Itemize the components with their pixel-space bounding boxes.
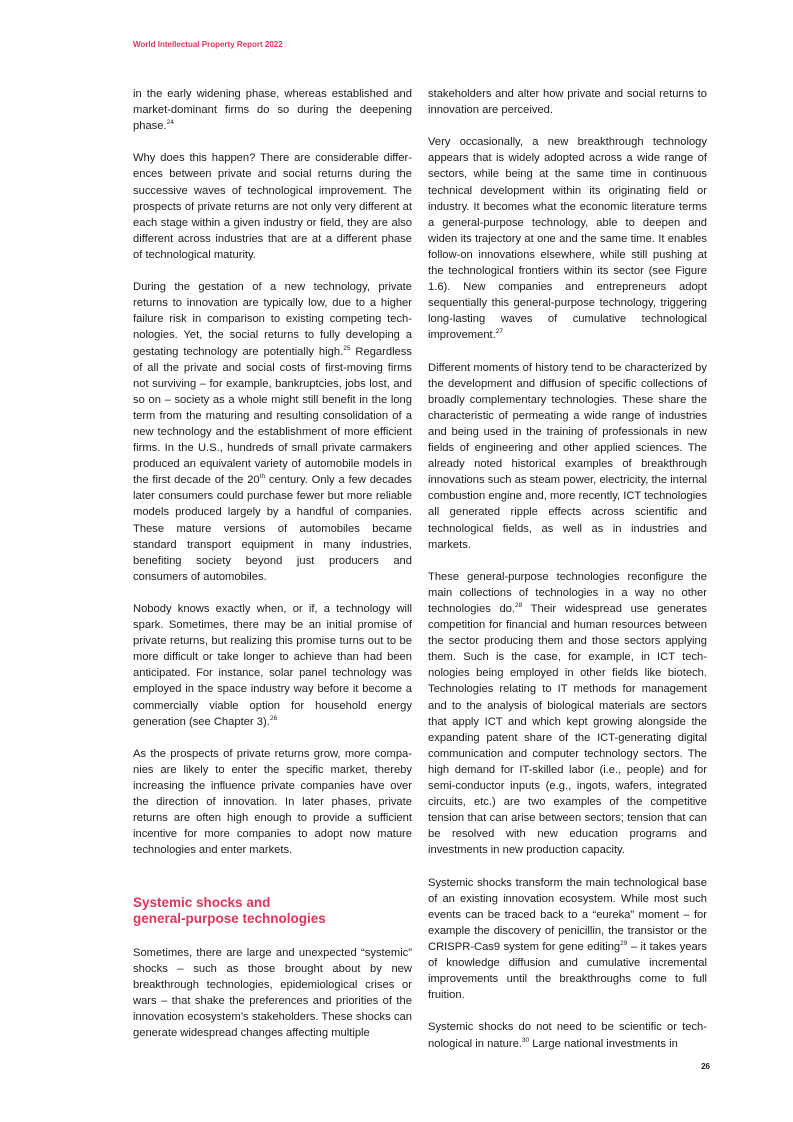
paragraph-text: Why does this happen? There are considerable differences between private and social returns during the successive waves of technological improvement. The prospects of private returns are not only very different at each stage within a given industry or field, they are also different across industries that are at a different phase of technological maturity.: [133, 152, 412, 261]
paragraph: [133, 150, 412, 263]
paragraph: [428, 875, 707, 1004]
paragraph-text: Very occasionally, a new breakthrough technology appears that is widely adopted across a wide range of sectors, while being at the same time in continuous technical development within its originating field or industry. It becomes what the economic literature terms a general-purpose technology, able to deepen and widen its trajectory at one and the same time. It enables follow-on innovations elsewhere, while still pushing at the technological frontiers within its sector (see Figure 1.6). New companies and entrepreneurs adopt sequentially this general-purpose technology, triggering long-lasting waves of cumulative technological improvement.: [428, 136, 707, 342]
footnote-ref[interactable]: 27: [495, 328, 504, 336]
paragraph: [133, 279, 412, 585]
paragraph: [133, 86, 412, 134]
right-column: [428, 86, 707, 1068]
footnote-ref[interactable]: 24: [166, 119, 174, 127]
paragraph-text: During the gestation of a new technology, private returns to innovation are typically low, due to a higher failure risk in comparison to existing competing technologies. Yet, the social returns to fully developing a gestating technology are potentially high.: [133, 281, 412, 358]
footnote-ref[interactable]: 30: [521, 1036, 530, 1044]
section-heading-line: Systemic shocks and: [133, 894, 271, 910]
paragraph: [428, 1019, 707, 1051]
paragraph: [428, 134, 707, 343]
footnote-ref[interactable]: 29: [620, 939, 628, 947]
paragraph-text: As the prospects of private returns grow, more companies are likely to enter the specific market, thereby increasing the influence private companies have over the direction of innovation. In later phases, private returns are often high enough to provide a sufficient incentive for more companies to adopt now mature technologies and enter markets.: [133, 747, 412, 857]
paragraph: [428, 569, 707, 859]
paragraph-text: These general-purpose technologies reconfigure the main collections of technologies in a way no other technologies do.: [428, 570, 707, 615]
ordinal-suffix: th: [259, 473, 266, 481]
paragraph-text: Systemic shocks transform the main technological base of an existing innovation ecosystem. While most such events can be traced back to a “eureka” moment – for example the discovery of penicillin, the transistor or the CRISPR-Cas9 system for gene editing: [428, 876, 707, 953]
paragraph-text: Their widespread use generates competition for financial and human resources between the sector producing them and those sectors applying them. Such is the case, for example, in ICT technologies being employed in other fields like biotech. Technologies relating to IT methods for management and to the analysis of biological materials are sectors that apply ICT and which kept growing alongside the expanding patent share of the ICT-generating digital communication and computer technology sectors. The high demand for IT-skilled labor (i.e., people) and for semi-conductor inputs (e.g., ingots, wafers, integrated circuits, etc.) are two examples of the competitive tension that can arise between sectors; tension that can be resolved with new education programs and investments in new production capacity.: [428, 603, 708, 857]
paragraph-text: Nobody knows exactly when, or if, a technology will spark. Sometimes, there may be an initial promise of private returns, but realizing this promise turns out to be more difficult or take longer to achieve than had been anticipated. For instance, solar panel technology was employed in the space industry way before it become a commercially viable option for household energy generation (see Chapter 3).: [133, 603, 412, 728]
paragraph-text: Systemic shocks do not need to be scientific or technological in nature.: [428, 1021, 707, 1050]
paragraph-text: Large national investments in: [529, 1037, 678, 1050]
paragraph: [133, 945, 412, 1042]
running-header-title: World Intellectual Property Report 2022: [133, 40, 283, 49]
paragraph-text: – it takes years of knowledge diffusion and cumulative incremental improvements until the breakthroughs come to full fruition.: [428, 940, 707, 1002]
footnote-ref[interactable]: 28: [515, 602, 523, 609]
paragraph-text: Regardless of all the private and social costs of first-moving firms not surviving – for example, bankruptcies, jobs lost, and so on – society as a whole might still benefit in the long term from the maturing and resulting consolidation of a new technology and the establishment of more efficient firms. In the U.S., hundreds of small private carmakers produced an equivalent variety of automobile models in the first decade of the 20: [133, 345, 412, 487]
paragraph: [428, 86, 707, 118]
paragraph-text: Different moments of history tend to be characterized by the development and diffusion of specific collections of broadly complementary technologies. These share the characteristic of permeating a wide range of industries and being used in the training of professionals in new fields of engineering and other applied sciences. The already noted historical examples of breakthrough innovations such as steam power, electricity, the internal combustion engine and, more recently, ICT technologies all generated ripple effects across scientific and technological fields, as well as in industries and markets.: [428, 361, 707, 551]
paragraph-text: century. Only a few decades later consumers could purchase fewer but more reliable models produced largely by a handful of companies. These mature versions of automobiles became standard transport equipment in many industries, benefiting society beyond just producers and consumers of automobiles.: [133, 474, 412, 583]
paragraph-text: stakeholders and alter how private and social returns to innovation are perceived.: [428, 88, 707, 117]
section-heading-line: general-purpose technologies: [133, 911, 326, 926]
paragraph-text: Sometimes, there are large and unexpected “systemic” shocks – such as those brought about by new breakthrough technologies, epidemiological crises or wars – that shake the preferences and priorities of the innovation ecosystem’s stakeholders. These shocks can generate widespread changes affecting multiple: [133, 946, 412, 1039]
footnote-ref[interactable]: 26: [269, 714, 278, 722]
paragraph: [133, 746, 412, 859]
section-heading: [133, 895, 412, 928]
footnote-ref[interactable]: 25: [343, 344, 351, 352]
paragraph: [428, 360, 707, 553]
paragraph-text: in the early widening phase, whereas established and market-dominant firms do so during the deepening phase.: [133, 88, 412, 133]
paragraph: [133, 601, 412, 730]
page-number: 26: [701, 1062, 710, 1071]
left-column: [133, 86, 412, 1057]
